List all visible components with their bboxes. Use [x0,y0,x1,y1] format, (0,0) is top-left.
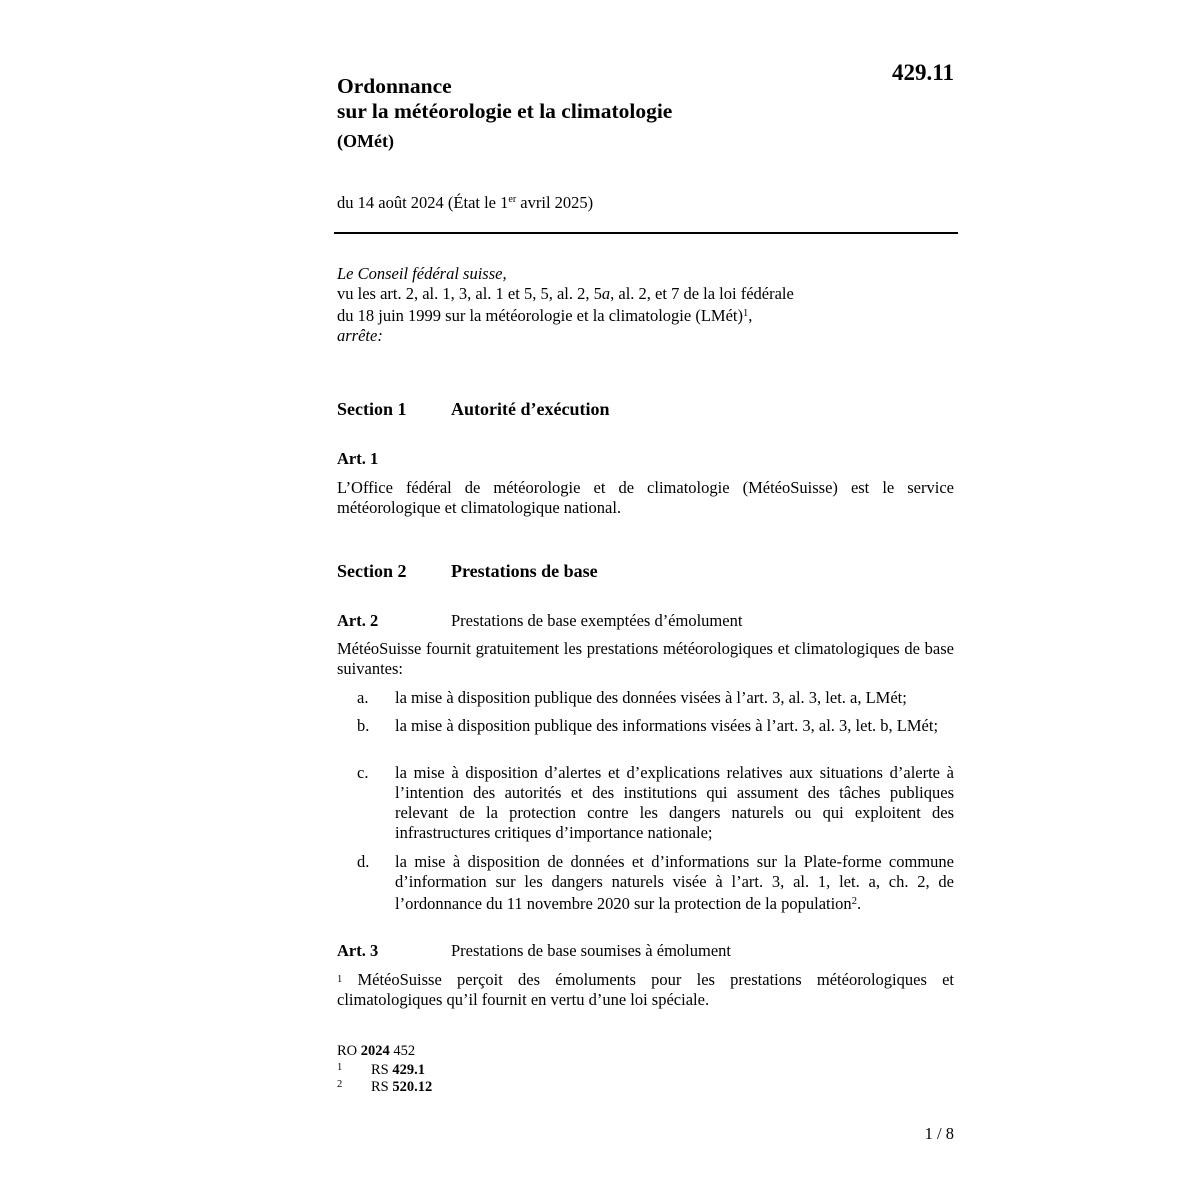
section-2-heading [337,561,598,582]
footnote-number: 1 [337,1062,343,1073]
footnote-ref-1[interactable]: 1 [742,308,749,319]
list-text [395,852,954,914]
legal-basis-line-2: du 18 juin 1999 sur la météorologie et la climatologie (LMét) [337,306,743,325]
footnote-ref: 520.12 [392,1079,433,1095]
source-reference [337,1043,415,1060]
list-letter: d. [357,852,370,871]
footnote-2 [337,1079,432,1095]
footnote-number: 2 [337,1079,343,1090]
title-line-1: Ordonnance [337,74,452,98]
section-number: Section 2 [337,561,407,581]
footnote-ref: 429.1 [392,1062,425,1078]
date-text-end: avril 2025) [516,193,594,212]
section-title: Autorité d’exécution [451,399,610,419]
sr-number: 429.11 [892,60,954,85]
document-title [337,74,672,152]
source-year: 2024 [360,1043,390,1059]
date-text: du 14 août 2024 (État le 1 [337,193,509,212]
list-item [337,716,954,736]
list-letter: a. [357,688,369,707]
footnote-1 [337,1062,425,1078]
art-3-heading [337,941,731,961]
article-number: Art. 1 [337,449,379,468]
legal-basis-text: vu les art. 2, al. 1, 3, al. 1 et 5, 5, al. 2, 5 [337,284,602,303]
list-item [337,852,954,914]
list-letter: c. [357,763,369,782]
preamble-legal-basis [337,284,954,326]
list-text: la mise à disposition d’alertes et d’explications relatives aux situations d’alerte à l’intention des autorités et des institutions qui assument des tâches publiques relevant de la protection contre les dangers naturels ou qui exploitent des infrastructures critiques d’importance nationale; [395,763,954,842]
footnote-ref-2[interactable]: 2 [851,896,857,907]
article-title: Prestations de base soumises à émolument [451,941,731,960]
art-2-heading [337,611,742,631]
preamble-authority: Le Conseil fédéral suisse, [337,264,507,283]
page-number: 1 / 8 [924,1124,954,1143]
section-1-heading [337,399,609,420]
footnote-text [371,1079,432,1095]
list-item [337,763,954,843]
list-item [337,688,954,708]
footnote-prefix: RS [371,1062,393,1078]
article-title: Prestations de base exemptées d’émolument [451,611,743,630]
art-3-text [337,970,954,1010]
paragraph-number: 1 [337,974,343,985]
art-1-heading [337,449,451,469]
preamble-decrees: arrête: [337,326,383,345]
art-1-text: L’Office fédéral de météorologie et de climatologie (MétéoSuisse) est le service météorologique et climatologique national. [337,478,954,517]
list-text: la mise à disposition publique des informations visées à l’art. 3, al. 3, let. b, LMét; [395,716,939,735]
section-title: Prestations de base [451,561,598,581]
source-prefix: RO [337,1043,361,1059]
footnote-prefix: RS [371,1079,393,1095]
footnote-text [371,1062,425,1078]
article-number: Art. 2 [337,611,379,630]
title-line-2: sur la météorologie et la climatologie [337,99,673,123]
list-letter: b. [357,716,370,735]
list-text-body: la mise à disposition de données et d’informations sur la Plate-forme commune d’information sur les dangers naturels visée à l’art. 3, al. 1, let. a, ch. 2, de l’ordonnance du 11 novembre 2020 sur la protection de la population [395,852,954,913]
list-text: la mise à disposition publique des données visées à l’art. 3, al. 3, let. a, LMét; [395,688,907,707]
list-text-end: . [856,894,862,913]
art-2-intro: MétéoSuisse fournit gratuitement les prestations météorologiques et climatologiques de base suivantes: [337,639,954,678]
source-page: 452 [389,1043,416,1059]
title-abbreviation: (OMét) [337,131,394,151]
date-superscript: er [508,194,517,205]
legal-basis-italic: a [601,284,611,303]
date-line [337,193,593,213]
section-number: Section 1 [337,399,407,419]
legal-basis-text-b: , al. 2, et 7 de la loi fédérale [610,284,794,303]
legal-basis-end: , [748,306,753,325]
art-3-body: MétéoSuisse perçoit des émoluments pour les prestations météorologiques et climatologiques qu’il fournit en vertu d’une loi spéciale. [337,970,954,1009]
header-rule [334,232,958,234]
preamble [337,264,954,346]
article-number: Art. 3 [337,941,379,960]
